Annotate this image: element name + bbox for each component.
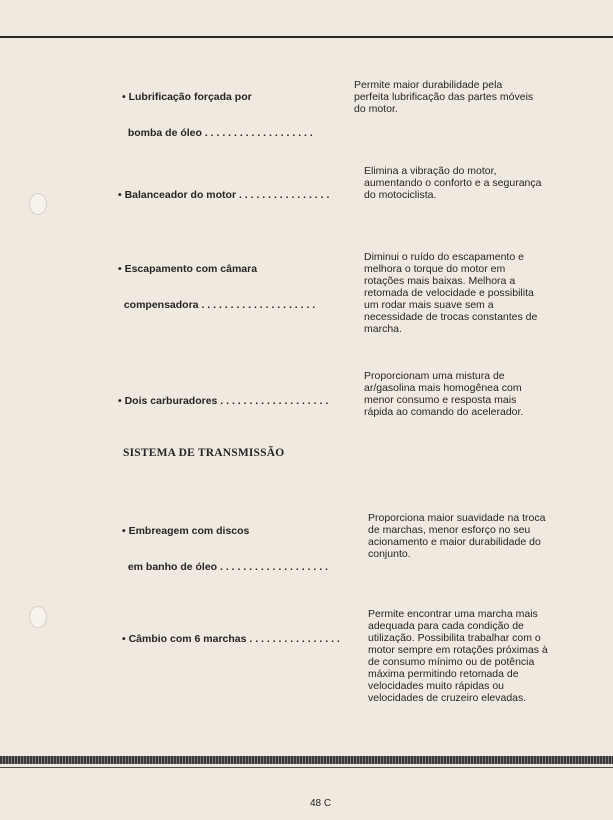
page-number: 48 C [310, 798, 332, 809]
feature-description: Proporcionam uma mistura de ar/gasolina mais homogênea com menor consumo e resposta mais rápida ao comando do acelerador. [364, 370, 524, 418]
bottom-rule [0, 767, 613, 768]
binder-hole [29, 193, 47, 215]
feature-term: • Câmbio com 6 marchas . . . . . . . . . . . . . . . . [122, 633, 340, 645]
feature-term: • Escapamento com câmara compensadora . . . . . . . . . . . . . . . . . . . . [118, 263, 316, 311]
feature-description: Permite encontrar uma marcha mais adequada para cada condição de utilização. Possibilita trabalhar com o motor sempre em rotações próximas à de consumo mínimo ou de potência máxima permitindo retomada de velocidades muito rápidas ou velocidades de cruzeiro elevadas. [368, 608, 548, 704]
feature-term: • Embreagem com discos em banho de óleo . . . . . . . . . . . . . . . . . . . [122, 525, 328, 573]
feature-term: • Dois carburadores . . . . . . . . . . . . . . . . . . . [118, 395, 329, 407]
feature-description: Permite maior durabilidade pela perfeita lubrificação das partes móveis do motor. [354, 79, 534, 115]
section-title: SISTEMA DE TRANSMISSÃO [123, 447, 285, 459]
feature-term: • Lubrificação forçada por bomba de óleo . . . . . . . . . . . . . . . . . . . [122, 91, 313, 139]
top-rule [0, 36, 613, 38]
binder-hole [29, 606, 47, 628]
feature-term: • Balanceador do motor . . . . . . . . . . . . . . . . [118, 189, 330, 201]
feature-description: Diminui o ruído do escapamento e melhora o torque do motor em rotações mais baixas. Melhora a retomada de velocidade e possibilita um rodar mais suave sem a necessidade de trocas constantes de marcha. [364, 251, 538, 335]
feature-description: Proporciona maior suavidade na troca de marchas, menor esforço no seu acionamento e maior durabilidade do conjunto. [368, 512, 546, 560]
feature-description: Elimina a vibração do motor, aumentando o conforto e a segurança do motociclista. [364, 165, 542, 201]
bottom-band [0, 756, 613, 764]
